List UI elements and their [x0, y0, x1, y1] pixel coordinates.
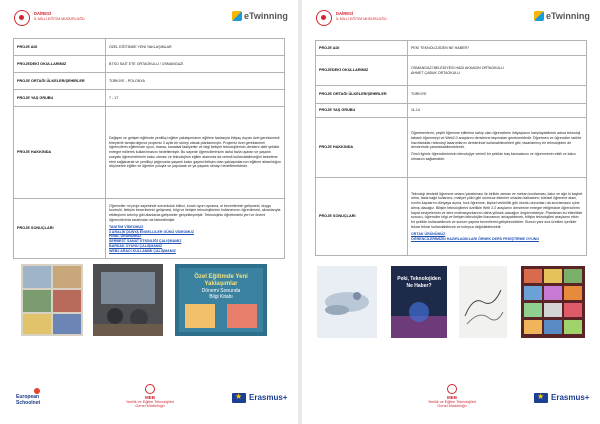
meb-footer-line2: Genel Müdürlüğü	[437, 404, 467, 408]
meb-logo-text: DAİRESİ	[34, 11, 51, 16]
meb-footer-line2: Genel Müdürlüğü	[135, 404, 165, 408]
meb-footer-emblem-icon	[447, 384, 457, 394]
etwinning-text: eTwinning	[546, 11, 590, 21]
right-footer	[302, 382, 600, 418]
right-project-table	[315, 40, 587, 256]
meb-emblem-icon	[14, 10, 30, 26]
meb-footer-abbr: MEB	[145, 395, 155, 400]
meb-logo-subtext: İL MİLLİ EĞİTİM MÜDÜRLÜĞÜ	[336, 17, 387, 21]
photo-project-cover	[391, 266, 447, 338]
value-age-group: 7 - 17	[106, 90, 285, 107]
value-schools: BTSO SAİT ETE ORTAOKULU / OSMANGAZİ	[106, 56, 285, 73]
label-age-group: PROJE YAŞ GRUBU	[14, 90, 106, 107]
right-photos	[315, 266, 587, 338]
value-results	[106, 199, 285, 259]
left-footer	[0, 382, 298, 418]
book-title-1: Özel Eğitimde Yeni	[194, 274, 248, 280]
link-free-art-activity[interactable]: SERBEST SANAT ETKİNLİĞİ ÇALIŞMAMIZ	[109, 239, 182, 244]
book-title-3: Dönemi Sonunda	[201, 288, 241, 294]
label-countries: PROJE ORTAĞI ÜLKELER/ŞEHİRLER	[14, 73, 106, 90]
photo-book-cover	[175, 264, 267, 336]
left-page	[0, 0, 298, 424]
label-schools: PROJEDEKİ OKULLARIMIZ	[316, 56, 408, 86]
book-title-4: Bilgi Kitabı	[209, 294, 233, 300]
value-about: Değişen ve gelişen eğitimde yenilikçi eğitim yaklaşımlarını eğitime fazlasıyla ihtiyaç duyan özel gereksinimli bireylerle tanıştırdığımız projemiz 3 aylık bir süreyi olarak planlanmıştır. Projemiz özel gereksinimli öğrencilerin eğitiminde oyun, drama, sanatsal faaliyetler ve bilgi iletişim teknolojilerinin derslere aktif şekilde entegre edilerek kullanılmasını hedeflemiştir. Bu sayede öğrencilerimizin daha fazla uyaran ve yaşantı sosyalu öğrenmelerinin kalıcı olması ve teknolojinin eğitim alanında da verimli kullanılabileceğini farkettme etmi sağlanarak ve yenilikçi çağımızda yaşantı kalıcı gayesi iletişim olan yaklaşımlarının eğitime aktarıldığını düşünerek eğitim ve öğretim yoluyla ve yapılarak ve ya yaşantı olmayı hedeflemektedir.	[106, 107, 285, 199]
meb-logo	[14, 8, 85, 32]
value-results	[408, 178, 587, 256]
etwinning-logo	[232, 8, 288, 26]
link-final-product[interactable]: FİNAL ÜRÜNÜMÜZ	[109, 234, 142, 239]
schoolnet-text-1: European	[16, 394, 40, 400]
cover-title-2: Ne Haber?	[406, 283, 432, 289]
link-joint-product[interactable]: ORTAK ÜRÜNÜMÜZ	[411, 231, 446, 236]
label-schools: PROJEDEKİ OKULLARIMIZ	[14, 56, 106, 73]
photo-classroom	[93, 264, 163, 336]
meb-logo-text: DAİRESİ	[336, 11, 353, 16]
photo-collage-1	[21, 264, 83, 336]
label-project-name: PROJE ADI	[316, 41, 408, 56]
erasmus-text: Erasmus+	[551, 393, 590, 402]
eu-flag-icon	[534, 393, 548, 403]
meb-footer-logo	[420, 384, 484, 416]
value-countries: TÜRKİYE	[408, 86, 587, 104]
link-web2-tool[interactable]: WEB2 ARACI KULLANIMI ÇALIŞMAMIZ	[109, 248, 176, 253]
link-intro-video[interactable]: TANITIM VİDEOMUZ	[109, 224, 144, 229]
meb-footer-abbr: MEB	[447, 395, 457, 400]
erasmus-logo	[232, 392, 288, 406]
label-age-group: PROJE YAŞ GRUBU	[316, 104, 408, 118]
photo-collage-2	[521, 266, 585, 338]
about-text-2: Öncü ilgimiz öğrencilerimizin teknolojiye verimli bir şekilde baş karmalarını ve öğrenmenin etkili ve kalıcı olmasını sağlamaktır.	[411, 152, 576, 161]
etwinning-logo	[534, 8, 590, 26]
label-about: PROJE HAKKINDA	[316, 118, 408, 178]
value-about	[408, 118, 587, 178]
meb-footer-emblem-icon	[145, 384, 155, 394]
photo-robot-hand	[317, 266, 377, 338]
meb-footer-line1: Yenilik ve Eğitim Teknolojileri	[125, 400, 175, 404]
meb-footer-logo	[118, 384, 182, 416]
value-age-group: 11-14	[408, 104, 587, 118]
meb-emblem-icon	[316, 10, 332, 26]
about-text-1: Öğretmenlerin, çeşitli öğrenme stillerine sahip olan öğrencilerin ihtiyaçlarını karşılayabilmek adına teknoloji tabanlı öğrenmeyi ve Web2.0 araçlarını derslerine taşımaları gerekmektedir. Öğretmen ve öğrenciler tarihte hazırladıkları teknoloji tasarımlarını derslerinde kullanabilecekleri gibi; tasarlanmış bir teknolojiden de derslerinde yararlanabileceklerdir.	[411, 131, 582, 150]
results-links	[109, 225, 281, 253]
label-countries: PROJE ORTAĞI ÜLKELER/ŞEHİRLER	[316, 86, 408, 104]
erasmus-text: Erasmus+	[249, 393, 288, 402]
left-photos	[13, 264, 285, 336]
left-project-table	[13, 38, 285, 259]
european-schoolnet-logo	[16, 388, 58, 412]
cover-title-1: Peki, Teknolojiden	[397, 276, 441, 282]
etwinning-text: eTwinning	[244, 11, 288, 21]
erasmus-logo	[534, 392, 590, 406]
photo-hands-sketch	[459, 266, 507, 338]
link-sample-game[interactable]: ÖĞRENCİLERİMİZİN HAZIRLADIKLARI ÖRNEK DERS PEKİŞTİRME OYUNU	[411, 236, 539, 241]
meb-logo-subtext: İL MİLLİ EĞİTİM MÜDÜRLÜĞÜ	[34, 17, 85, 21]
label-project-name: PROJE ADI	[14, 39, 106, 56]
etwinning-icon	[232, 11, 242, 21]
value-countries: TÜRKİYE - POLONYA	[106, 73, 285, 90]
right-page	[302, 0, 600, 424]
value-schools: OSMANGAZİ BELEDİYESİ HADİ AKKADIN ORTAOKULU AHMET ÇABUK ORTAOKULU	[408, 56, 587, 86]
etwinning-icon	[534, 11, 544, 21]
link-disability-day-video[interactable]: 3 ARALIK DÜNYA ENGELLİLER GÜNÜ VİDEOMUZ	[109, 229, 195, 234]
schoolnet-text-2: Schoolnet	[16, 400, 41, 406]
results-text: Teknoloji destekli öğrenme ortamı yaratılması ile birlikte zaman ve mekan kısıtlaması, kalın ve ağır ki kaybet olma, fazla kağıt kullanımı, maliyet yükü gibi olumsuz etkenler ortadan kalkarken; kütüsel öğrenme alanı, sınıfın kapılarını dünyaya açma, hızlı öğrenme, kişisel verimlilik gibi olumlu durumları da sınırlamasın içine almış olacağız. Bilişim teknolojilerini özellikle Web 2.0 araçlarını derslerine entegre ettiğimizde öğrencilerin hayat seviyelerinin ve ders motivasyonlarının daha yüksek olacağını öngörmekteyiz. Planlanan bu etkinlikler sonucu, öğrenciler bilgi ve iletişim teknolojileri kavramını anlayabilecek, bilişim teknolojileri araçlarını etkin bir şekilde kullanabilecek ve sunum yapma becerilerini geliştirecektirler. Bunun yanı sıra üretilen içerikler tekrar tekrar kullanılabilecek ve koleyca dağıtılabilecektir.	[411, 191, 583, 229]
value-project-name: PEKİ TEKNOLOJİDEN NE HABER?	[408, 41, 587, 56]
eu-flag-icon	[232, 393, 246, 403]
book-title-2: Yaklaşımlar	[204, 281, 238, 287]
value-project-name: ÖZEL EĞİTİMDE YENİ YAKLAŞIMLAR	[106, 39, 285, 56]
label-about: PROJE HAKKINDA	[14, 107, 106, 199]
meb-logo	[316, 8, 387, 32]
label-results: PROJE SONUÇLARI	[316, 178, 408, 256]
results-text: Öğrenciler mi proje sayesinde sorumluluk bilinci, kuralı oyun oynama, el becerilerinin gelişmesi, duygu kontrolü, iletişim becerilerinin gelişmesi, bilgi ve iletişim teknolojilerinin kullanımının öğrenilmesi, akranlarıyla etkileşimin artırılıp gibi alanlarda gelişmeler gerçekleşmiştir. Teknolojinin öğretimdeki yeri ve önemi öğrencilerimiz tarafından da farkedilmiştir.	[109, 203, 281, 222]
meb-footer-line1: Yenilik ve Eğitim Teknolojileri	[427, 400, 477, 404]
link-cup-game[interactable]: BARDAK OYUNU ÇALIŞMAMIZ	[109, 243, 163, 248]
label-results: PROJE SONUÇLARI	[14, 199, 106, 259]
